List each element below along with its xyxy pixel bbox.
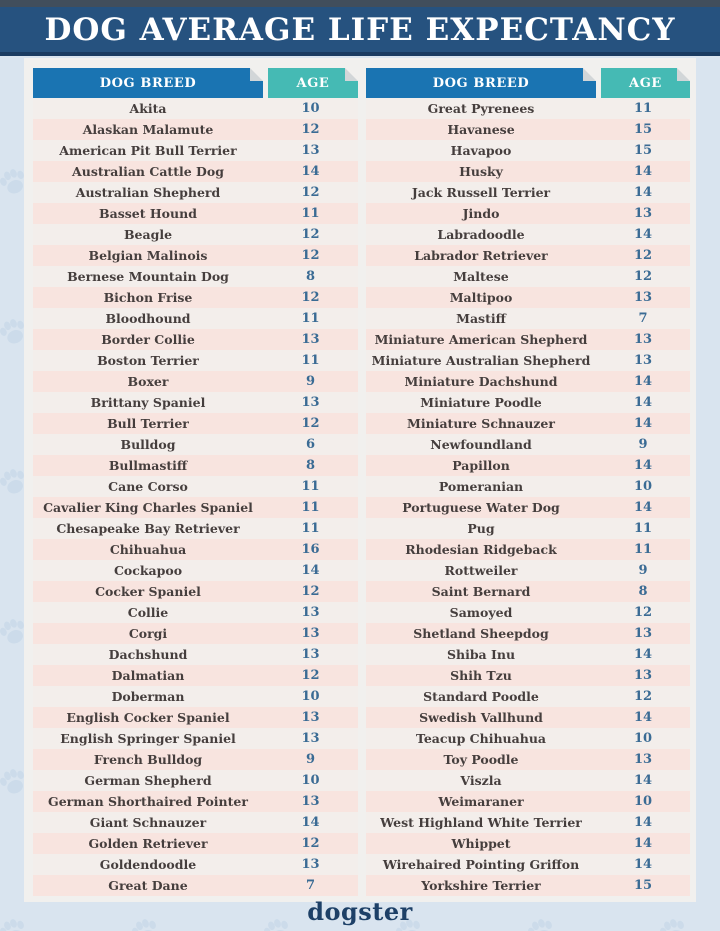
age-cell: 13 [633, 353, 653, 368]
breed-cell: Newfoundland [430, 437, 532, 452]
page-title: DOG AVERAGE LIFE EXPECTANCY [44, 11, 676, 48]
table-row [33, 476, 358, 497]
age-cell: 15 [633, 878, 653, 893]
table-row [33, 539, 358, 560]
age-cell: 14 [633, 185, 653, 200]
age-cell: 13 [301, 605, 320, 620]
age-cell: 14 [301, 563, 320, 578]
breed-cell: Viszla [460, 773, 502, 788]
table-row [366, 770, 690, 791]
breed-table-left [33, 68, 358, 896]
table-row [33, 644, 358, 665]
table-row [366, 560, 690, 581]
table-body [366, 98, 690, 896]
table-row [33, 686, 358, 707]
breed-cell: Weimaraner [438, 794, 524, 809]
breed-cell: Bulldog [120, 437, 176, 452]
table-row [366, 455, 690, 476]
age-cell: 13 [633, 290, 653, 305]
breed-cell: Bull Terrier [107, 416, 189, 431]
breed-cell: Shih Tzu [450, 668, 512, 683]
breed-cell: Corgi [128, 626, 168, 641]
age-cell: 12 [301, 248, 320, 263]
age-cell: 12 [301, 416, 320, 431]
breed-cell: Shetland Sheepdog [413, 626, 549, 641]
age-cell: 12 [633, 248, 653, 263]
table-row [33, 770, 358, 791]
age-cell: 8 [305, 458, 316, 473]
age-cell: 14 [633, 395, 653, 410]
folded-corner-icon [250, 68, 263, 81]
age-cell: 12 [633, 605, 653, 620]
breed-cell: Giant Schnauzer [89, 815, 207, 830]
table-row [366, 812, 690, 833]
table-row [366, 245, 690, 266]
folded-corner-icon [677, 68, 690, 81]
table-row [33, 287, 358, 308]
breed-cell: Miniature Poodle [420, 395, 542, 410]
table-row [366, 287, 690, 308]
breed-cell: Boston Terrier [97, 353, 199, 368]
table-row [33, 140, 358, 161]
folded-corner-icon [583, 68, 596, 81]
column-header-label: AGE [296, 75, 330, 91]
age-cell: 13 [633, 668, 653, 683]
age-cell: 13 [633, 752, 653, 767]
age-cell: 7 [638, 311, 648, 326]
breed-cell: Dachshund [108, 647, 188, 662]
table-row [33, 308, 358, 329]
age-cell: 14 [633, 416, 653, 431]
age-cell: 13 [633, 206, 653, 221]
breed-cell: Cockapoo [113, 563, 183, 578]
age-cell: 15 [633, 143, 653, 158]
table-row [33, 791, 358, 812]
table-row [33, 728, 358, 749]
breed-cell: Havanese [447, 122, 515, 137]
table-row [366, 854, 690, 875]
breed-cell: Wirehaired Pointing Griffon [382, 857, 580, 872]
age-cell: 14 [633, 227, 653, 242]
breed-cell: Standard Poodle [423, 689, 539, 704]
table-row [33, 707, 358, 728]
age-cell: 12 [301, 836, 320, 851]
column-header-label: DOG BREED [432, 75, 530, 91]
age-cell: 10 [633, 479, 653, 494]
breed-cell: Rottweiler [444, 563, 518, 578]
table-row [366, 98, 690, 119]
age-cell: 14 [633, 836, 653, 851]
breed-cell: Cavalier King Charles Spaniel [43, 500, 253, 515]
age-cell: 13 [301, 857, 320, 872]
breed-cell: Swedish Vallhund [419, 710, 543, 725]
table-row [33, 602, 358, 623]
age-cell: 14 [633, 500, 653, 515]
table-row [33, 161, 358, 182]
age-cell: 11 [633, 542, 653, 557]
breed-cell: Whippet [451, 836, 511, 851]
breed-cell: Collie [127, 605, 169, 620]
folded-corner-icon [345, 68, 358, 81]
table-row [33, 413, 358, 434]
age-cell: 11 [633, 521, 653, 536]
breed-cell: Brittany Spaniel [90, 395, 206, 410]
table-header-row [366, 68, 690, 98]
breed-cell: Maltese [453, 269, 509, 284]
table-row [366, 434, 690, 455]
breed-cell: Beagle [123, 227, 173, 242]
breed-cell: Basset Hound [99, 206, 197, 221]
table-row [33, 350, 358, 371]
breed-cell: English Cocker Spaniel [66, 710, 230, 725]
breed-cell: Australian Cattle Dog [72, 164, 224, 179]
table-row [366, 224, 690, 245]
table-row [366, 644, 690, 665]
breed-table-right [366, 68, 690, 896]
table-row [366, 623, 690, 644]
breed-cell: Jindo [462, 206, 500, 221]
breed-cell: Belgian Malinois [88, 248, 208, 263]
age-cell: 14 [633, 815, 653, 830]
table-row [33, 623, 358, 644]
breed-cell: Maltipoo [449, 290, 513, 305]
age-cell: 13 [633, 626, 653, 641]
breed-cell: Portuguese Water Dog [402, 500, 560, 515]
breed-cell: Great Dane [108, 878, 188, 893]
breed-cell: West Highland White Terrier [380, 815, 582, 830]
table-row [33, 203, 358, 224]
age-cell: 6 [305, 437, 316, 452]
breed-cell: Teacup Chihuahua [415, 731, 547, 746]
breed-cell: Cocker Spaniel [95, 584, 201, 599]
dogster-logo: dogster [307, 897, 413, 926]
age-cell: 9 [305, 374, 316, 389]
breed-cell: Miniature Dachshund [404, 374, 558, 389]
table-row [366, 707, 690, 728]
table-row [33, 665, 358, 686]
age-cell: 13 [633, 332, 653, 347]
breed-cell: Alaskan Malamute [82, 122, 214, 137]
column-header-dog-breed [33, 68, 263, 98]
age-cell: 12 [301, 227, 320, 242]
table-row [366, 350, 690, 371]
table-row [33, 224, 358, 245]
age-cell: 13 [301, 731, 320, 746]
age-cell: 14 [301, 164, 320, 179]
table-row [366, 140, 690, 161]
breed-cell: Akita [129, 101, 167, 116]
table-row [33, 875, 358, 896]
age-cell: 11 [633, 101, 653, 116]
breed-cell: Jack Russell Terrier [411, 185, 551, 200]
column-header-age [601, 68, 690, 98]
breed-cell: Miniature Australian Shepherd [371, 353, 591, 368]
age-cell: 12 [633, 689, 653, 704]
breed-cell: Saint Bernard [431, 584, 531, 599]
table-row [366, 371, 690, 392]
table-row [33, 497, 358, 518]
table-row [33, 812, 358, 833]
age-cell: 8 [305, 269, 316, 284]
age-cell: 8 [638, 584, 648, 599]
age-cell: 13 [301, 332, 320, 347]
age-cell: 9 [638, 563, 648, 578]
table-row [366, 602, 690, 623]
age-cell: 12 [301, 185, 320, 200]
age-cell: 14 [633, 458, 653, 473]
table-row [366, 329, 690, 350]
age-cell: 11 [301, 479, 320, 494]
breed-cell: Great Pyrenees [427, 101, 535, 116]
age-cell: 7 [305, 878, 316, 893]
breed-cell: Labrador Retriever [414, 248, 548, 263]
breed-cell: German Shorthaired Pointer [48, 794, 248, 809]
table-row [33, 455, 358, 476]
age-cell: 14 [633, 374, 653, 389]
table-row [366, 497, 690, 518]
table-row [366, 728, 690, 749]
breed-cell: American Pit Bull Terrier [59, 143, 237, 158]
table-row [33, 392, 358, 413]
age-cell: 15 [633, 122, 653, 137]
breed-cell: Toy Poodle [443, 752, 519, 767]
table-row [33, 371, 358, 392]
breed-cell: Labradoodle [437, 227, 525, 242]
breed-cell: Yorkshire Terrier [421, 878, 541, 893]
breed-cell: Bloodhound [105, 311, 191, 326]
table-row [33, 266, 358, 287]
age-cell: 14 [633, 647, 653, 662]
table-row [33, 329, 358, 350]
table-row [33, 98, 358, 119]
breed-cell: Havapoo [450, 143, 512, 158]
age-cell: 14 [633, 857, 653, 872]
table-row [366, 161, 690, 182]
column-header-label: AGE [629, 75, 662, 91]
breed-cell: Golden Retriever [88, 836, 208, 851]
table-row [366, 119, 690, 140]
age-cell: 13 [301, 710, 320, 725]
age-cell: 14 [301, 815, 320, 830]
age-cell: 10 [633, 794, 653, 809]
age-cell: 14 [633, 710, 653, 725]
table-row [366, 791, 690, 812]
age-cell: 10 [301, 689, 320, 704]
breed-cell: Bernese Mountain Dog [67, 269, 229, 284]
table-row [33, 434, 358, 455]
table-header-row [33, 68, 358, 98]
table-row [366, 875, 690, 896]
breed-cell: Bullmastiff [108, 458, 188, 473]
age-cell: 11 [301, 353, 320, 368]
breed-cell: Border Collie [101, 332, 195, 347]
breed-cell: Miniature Schnauzer [407, 416, 555, 431]
breed-cell: German Shepherd [84, 773, 212, 788]
table-row [366, 392, 690, 413]
age-cell: 11 [301, 500, 320, 515]
age-cell: 12 [301, 290, 320, 305]
table-row [366, 581, 690, 602]
table-row [366, 518, 690, 539]
breed-cell: Cane Corso [108, 479, 188, 494]
table-row [33, 581, 358, 602]
column-header-dog-breed [366, 68, 596, 98]
table-row [366, 203, 690, 224]
breed-cell: Rhodesian Ridgeback [405, 542, 557, 557]
age-cell: 12 [301, 668, 320, 683]
breed-cell: Papillon [452, 458, 510, 473]
table-row [33, 854, 358, 875]
age-cell: 14 [633, 773, 653, 788]
column-header-age [268, 68, 358, 98]
age-cell: 12 [301, 584, 320, 599]
table-row [33, 119, 358, 140]
breed-cell: Chesapeake Bay Retriever [56, 521, 240, 536]
breed-cell: Mastiff [456, 311, 506, 326]
age-cell: 13 [301, 794, 320, 809]
table-row [33, 518, 358, 539]
column-header-label: DOG BREED [99, 75, 197, 91]
title-banner [0, 7, 720, 56]
breed-cell: Pug [467, 521, 495, 536]
table-row [33, 182, 358, 203]
breed-cell: Miniature American Shepherd [374, 332, 588, 347]
breed-cell: Husky [459, 164, 503, 179]
table-row [33, 833, 358, 854]
table-row [366, 266, 690, 287]
table-row [366, 539, 690, 560]
breed-cell: Samoyed [449, 605, 513, 620]
age-cell: 12 [301, 122, 320, 137]
table-row [33, 560, 358, 581]
breed-cell: Chihuahua [109, 542, 187, 557]
age-cell: 11 [301, 521, 320, 536]
breed-cell: Australian Shepherd [75, 185, 221, 200]
table-row [366, 413, 690, 434]
breed-cell: Shiba Inu [446, 647, 516, 662]
breed-cell: Doberman [111, 689, 185, 704]
breed-cell: Bichon Frise [103, 290, 193, 305]
table-row [33, 245, 358, 266]
age-cell: 13 [301, 143, 320, 158]
age-cell: 10 [633, 731, 653, 746]
top-edge-strip [0, 0, 720, 7]
table-row [366, 182, 690, 203]
breed-cell: French Bulldog [93, 752, 203, 767]
table-body [33, 98, 358, 896]
age-cell: 12 [633, 269, 653, 284]
age-cell: 9 [638, 437, 648, 452]
age-cell: 9 [305, 752, 316, 767]
table-row [366, 833, 690, 854]
age-cell: 16 [301, 542, 320, 557]
breed-cell: Boxer [127, 374, 169, 389]
age-cell: 13 [301, 395, 320, 410]
table-row [33, 749, 358, 770]
age-cell: 11 [301, 311, 320, 326]
footer [0, 897, 720, 926]
breed-cell: English Springer Spaniel [60, 731, 236, 746]
age-cell: 14 [633, 164, 653, 179]
table-row [366, 308, 690, 329]
age-cell: 13 [301, 626, 320, 641]
age-cell: 10 [301, 773, 320, 788]
breed-cell: Dalmatian [111, 668, 185, 683]
breed-cell: Goldendoodle [99, 857, 197, 872]
table-row [366, 476, 690, 497]
breed-tables-container [33, 68, 690, 896]
age-cell: 13 [301, 647, 320, 662]
breed-cell: Pomeranian [438, 479, 524, 494]
table-row [366, 665, 690, 686]
age-cell: 10 [301, 101, 320, 116]
table-row [366, 749, 690, 770]
age-cell: 11 [301, 206, 320, 221]
table-row [366, 686, 690, 707]
